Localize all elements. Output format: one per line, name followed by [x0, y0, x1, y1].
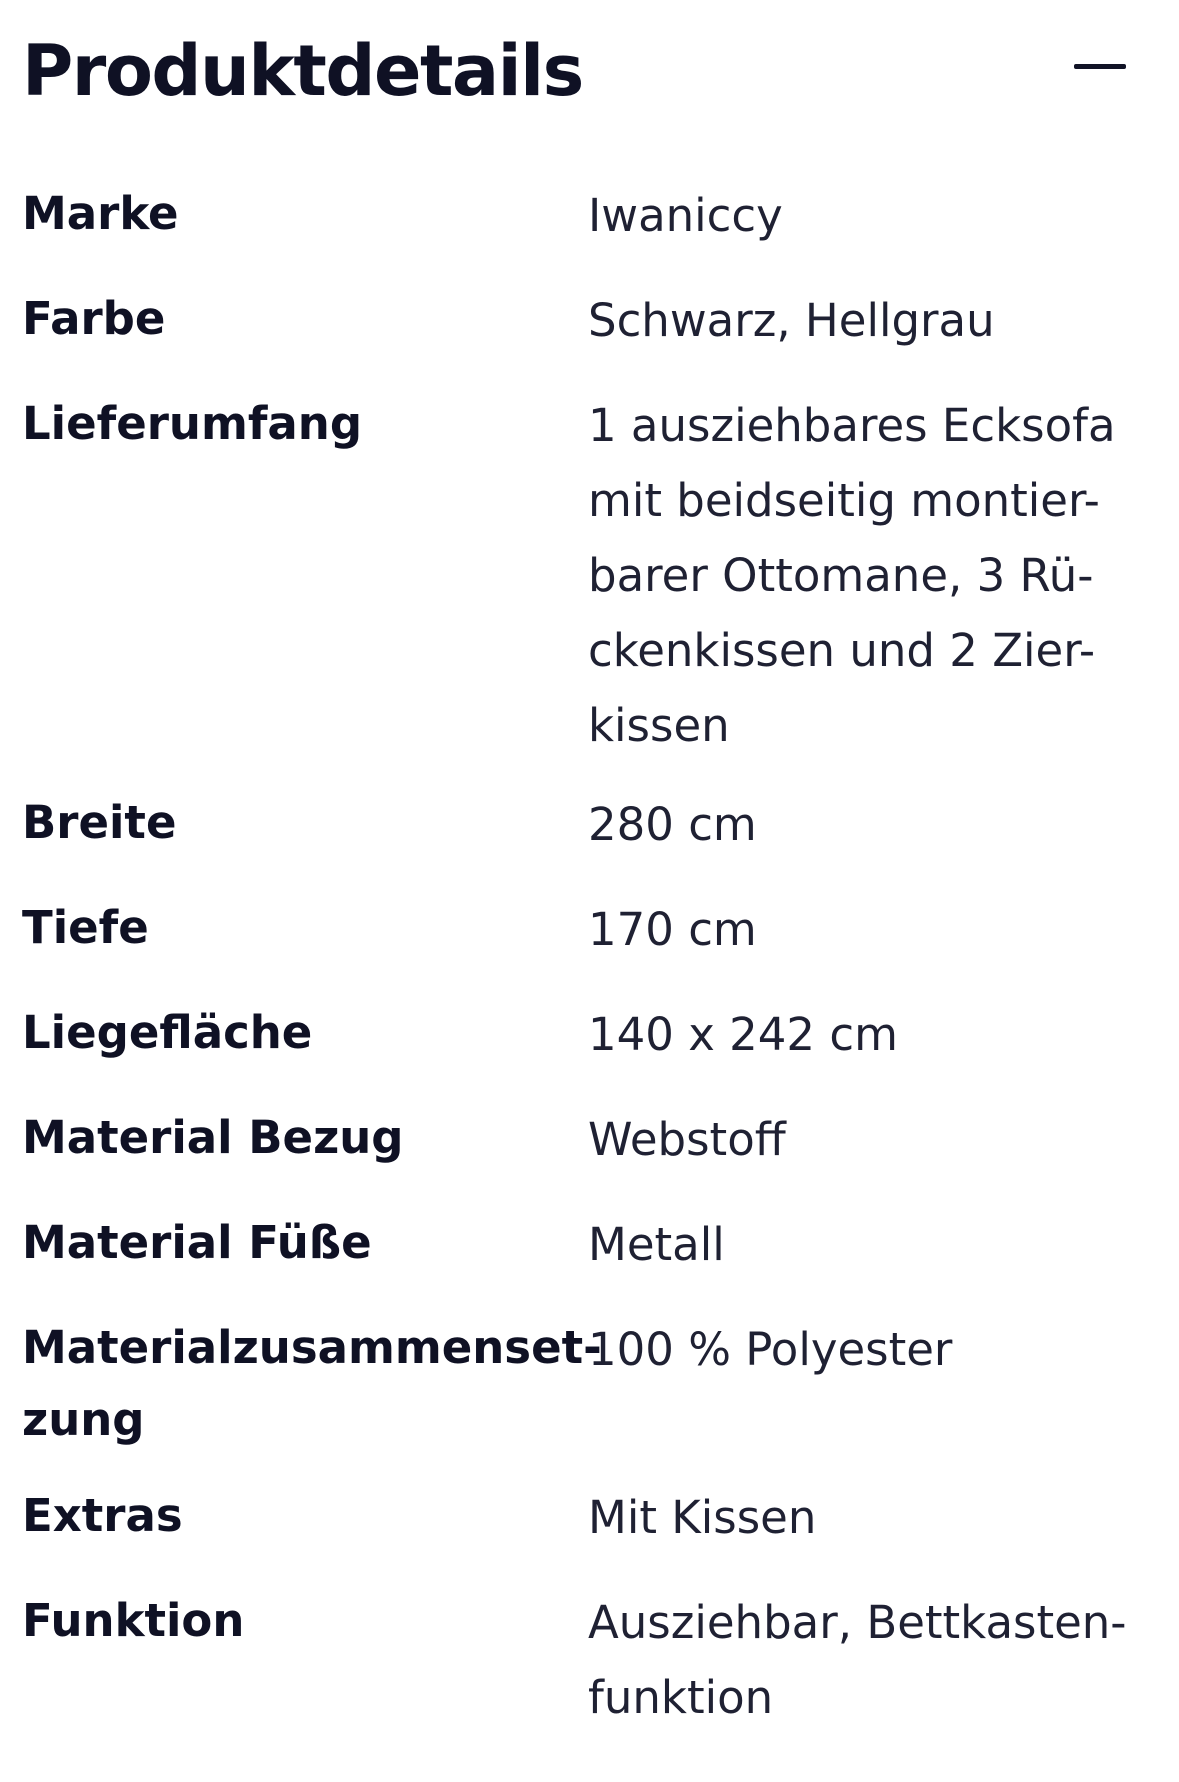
spec-value-line: Webstoff [588, 1113, 786, 1166]
spec-value-line: 1 ausziehbares Ecksofa [588, 399, 1116, 452]
spec-label-line: Materialzusammenset- [22, 1321, 602, 1374]
spec-value [588, 1312, 1148, 1456]
spec-value [588, 1480, 1148, 1555]
spec-row-farbe [22, 283, 1162, 358]
spec-value [588, 1207, 1148, 1282]
spec-value-line: Metall [588, 1218, 725, 1271]
spec-value [588, 283, 1148, 358]
spec-value [588, 892, 1148, 967]
spec-label: Breite [22, 796, 177, 849]
spec-value [588, 1102, 1148, 1177]
spec-row-funktion [22, 1585, 1162, 1735]
spec-value-line: Ausziehbar, Bettkasten- [588, 1596, 1127, 1649]
spec-label: Extras [22, 1489, 183, 1542]
spec-value-line: Mit Kissen [588, 1491, 817, 1544]
collapse-button[interactable] [1060, 44, 1130, 88]
spec-row-materialzusammensetzung [22, 1312, 1162, 1456]
spec-value-line: funktion [588, 1671, 774, 1724]
spec-row-material-bezug [22, 1102, 1162, 1177]
spec-value [588, 997, 1148, 1072]
spec-value-line: Schwarz, Hellgrau [588, 294, 995, 347]
spec-row-extras [22, 1480, 1162, 1555]
spec-value-line: ckenkissen und 2 Zier- [588, 624, 1096, 677]
spec-value-line: 170 cm [588, 903, 757, 956]
spec-label [22, 1312, 602, 1456]
spec-label: Material Füße [22, 1216, 372, 1269]
spec-value-line: kissen [588, 699, 730, 752]
spec-value [588, 178, 1148, 253]
spec-row-tiefe [22, 892, 1162, 967]
spec-value-line: 280 cm [588, 798, 757, 851]
spec-label: Tiefe [22, 901, 149, 954]
spec-value-line: mit beidseitig montier- [588, 474, 1100, 527]
spec-label: Liegefläche [22, 1006, 313, 1059]
spec-label: Marke [22, 187, 179, 240]
spec-label: Lieferumfang [22, 397, 363, 450]
spec-value-line: 140 x 242 cm [588, 1008, 898, 1061]
spec-value-line: 100 % Polyester [588, 1323, 953, 1376]
spec-value-line: barer Ottomane, 3 Rü- [588, 549, 1094, 602]
spec-row-marke [22, 178, 1162, 253]
spec-value [588, 787, 1148, 862]
spec-value [588, 1585, 1148, 1735]
spec-label: Material Bezug [22, 1111, 404, 1164]
spec-row-lieferumfang [22, 388, 1162, 763]
spec-label-line: zung [22, 1393, 145, 1446]
spec-row-liegeflaeche [22, 997, 1162, 1072]
minus-icon [1074, 64, 1126, 69]
section-title: Produktdetails [22, 30, 583, 112]
spec-value [588, 388, 1148, 763]
product-details-header[interactable] [0, 0, 1179, 140]
spec-row-material-fuesse [22, 1207, 1162, 1282]
spec-row-breite [22, 787, 1162, 862]
spec-value-line: Iwaniccy [588, 189, 783, 242]
spec-label: Funktion [22, 1594, 245, 1647]
spec-label: Farbe [22, 292, 166, 345]
spec-table [22, 178, 1162, 1765]
